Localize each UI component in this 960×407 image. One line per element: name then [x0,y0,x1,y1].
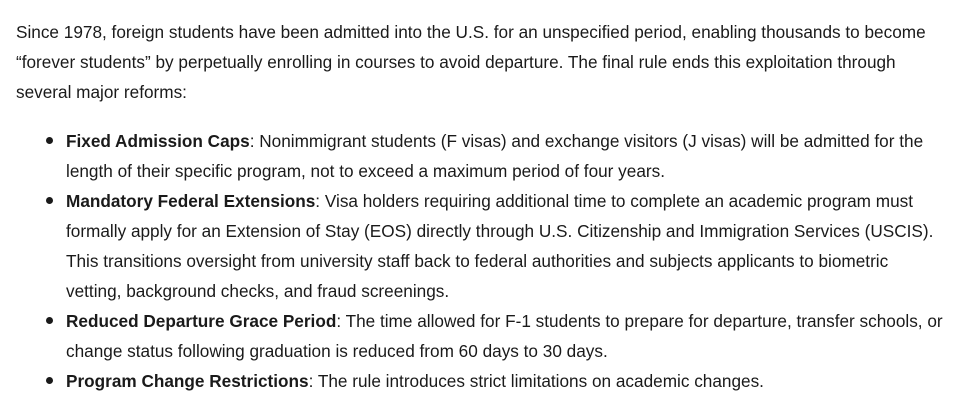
reform-description: : The rule introduces strict limitations on academic changes. [308,371,764,391]
reform-term: Fixed Admission Caps [66,131,250,151]
reform-term: Reduced Departure Grace Period [66,311,337,331]
bullet-icon [46,377,53,384]
bullet-icon [46,137,53,144]
reform-item-fixed-admission-caps [66,126,944,186]
reform-item-program-change-restrictions [66,366,944,396]
reform-description: : Visa holders requiring additional time to complete an academic program must formally apply for an Extension of Stay (EOS) directly through U.S. Citizenship and Immigration Services (USCIS). This transitions oversight from university staff back to federal authorities and subjects applicants to biometric vetting, background checks, and fraud screenings. [66,191,934,301]
reform-description: : The time allowed for F-1 students to prepare for departure, transfer schools, or change status following graduation is reduced from 60 days to 30 days. [66,311,943,361]
reform-term: Program Change Restrictions [66,371,309,391]
reform-description: : Nonimmigrant students (F visas) and exchange visitors (J visas) will be admitted for the length of their specific program, not to exceed a maximum period of four years. [66,131,924,181]
reforms-list [16,126,944,396]
bullet-icon [46,197,53,204]
intro-paragraph: Since 1978, foreign students have been admitted into the U.S. for an unspecified period, enabling thousands to become “forever students” by perpetually enrolling in courses to avoid departure. The final rule ends this exploitation through several major reforms: [16,22,926,102]
reform-term: Mandatory Federal Extensions [66,191,316,211]
bullet-icon [46,317,53,324]
reform-item-mandatory-federal-extensions [66,186,944,306]
reform-item-reduced-departure-grace-period [66,306,944,366]
